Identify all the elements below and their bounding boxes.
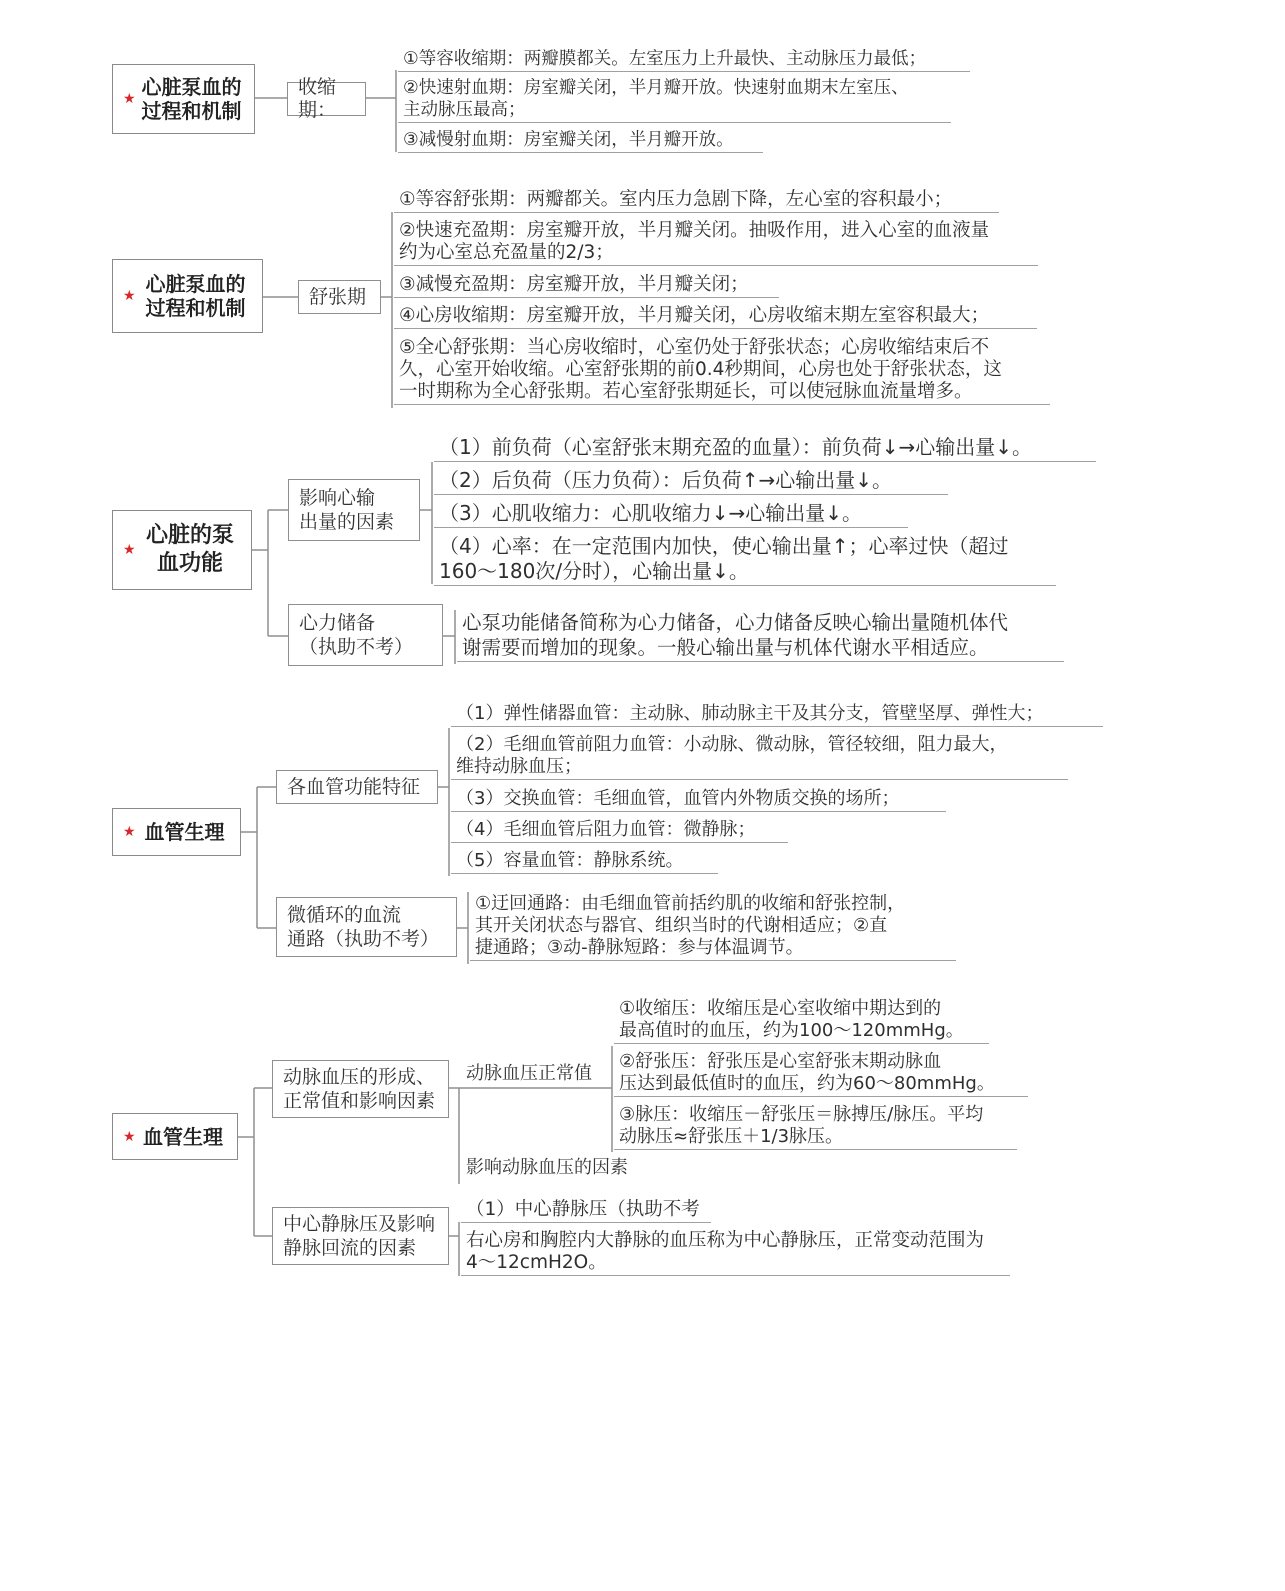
leaf-cardiac-reserve: 心泵功能储备简称为心力储备，心力储备反映心输出量随机体代 谢需要而增加的现象。一般心输出量与机体代谢水平相适应。 bbox=[457, 610, 1064, 662]
branch-central-venous-pressure: 中心静脉压及影响 静脉回流的因素 bbox=[272, 1207, 449, 1265]
leaf-capacitance-vessels: （5）容量血管：静脉系统。 bbox=[451, 850, 718, 874]
leaf-pulse-pressure: ③脉压：收缩压－舒张压＝脉搏压/脉压。平均 动脉压≈舒张压＋1/3脉压。 bbox=[614, 1104, 1017, 1150]
branch-arterial-pressure: 动脉血压的形成、 正常值和影响因素 bbox=[272, 1060, 449, 1118]
sub-branch-arterial-normal: 动脉血压正常值 bbox=[466, 1063, 592, 1084]
leaf-reduced-ejection: ③减慢射血期：房室瓣关闭，半月瓣开放。 bbox=[398, 129, 763, 153]
leaf-precapillary-resistance: （2）毛细血管前阻力血管：小动脉、微动脉，管径较细，阻力最大， 维持动脉血压； bbox=[451, 734, 1068, 780]
root-node-heart-pump-2: ★ 心脏泵血的 过程和机制 bbox=[112, 259, 263, 333]
sub-branch-arterial-factors: 影响动脉血压的因素 bbox=[466, 1157, 628, 1178]
leaf-rapid-filling: ②快速充盈期：房室瓣开放，半月瓣关闭。抽吸作用，进入心室的血液量 约为心室总充盈量的2/3； bbox=[394, 220, 1038, 266]
leaf-whole-diastole: ⑤全心舒张期：当心房收缩时，心室仍处于舒张状态；心房收缩结束后不 久，心室开始收缩。心室舒张期的前0.4秒期间，心房也处于舒张状态，这 一时期称为全心舒张期。若心室舒张期延长，可以使冠脉血流量增多。 bbox=[394, 337, 1050, 405]
root-node-heart-pump-1: ★ 心脏泵血的 过程和机制 bbox=[112, 64, 255, 134]
leaf-afterload: （2）后负荷（压力负荷）：后负荷↑→心输出量↓。 bbox=[434, 468, 948, 495]
leaf-postcapillary-resistance: （4）毛细血管后阻力血管：微静脉； bbox=[451, 819, 788, 843]
root-node-vascular-physiology-2: ★ 血管生理 bbox=[112, 1113, 238, 1160]
branch-diastole: 舒张期 bbox=[298, 280, 381, 314]
leaf-atrial-systole: ④心房收缩期：房室瓣开放，半月瓣关闭，心房收缩末期左室容积最大； bbox=[394, 305, 1037, 329]
leaf-reduced-filling: ③减慢充盈期：房室瓣开放，半月瓣关闭； bbox=[394, 274, 779, 298]
root-node-vascular-physiology-1: ★ 血管生理 bbox=[112, 808, 241, 856]
leaf-preload: （1）前负荷（心室舒张末期充盈的血量）：前负荷↓→心输出量↓。 bbox=[434, 435, 1096, 462]
leaf-microcirculation-pathways: ①迂回通路：由毛细血管前括约肌的收缩和舒张控制， 其开关闭状态与器官、组织当时的代谢相适应；②直 捷通路；③动-静脉短路：参与体温调节。 bbox=[470, 893, 956, 961]
star-icon: ★ bbox=[123, 288, 136, 304]
branch-vessel-features: 各血管功能特征 bbox=[276, 770, 438, 804]
leaf-rapid-ejection: ②快速射血期：房室瓣关闭，半月瓣开放。快速射血期末左室压、 主动脉压最高； bbox=[398, 77, 951, 123]
star-icon: ★ bbox=[123, 824, 136, 840]
star-icon: ★ bbox=[123, 1128, 136, 1145]
branch-systole: 收缩期： bbox=[287, 82, 366, 116]
star-icon: ★ bbox=[123, 91, 136, 107]
leaf-cvp-definition: 右心房和胸腔内大静脉的血压称为中心静脉压，正常变动范围为 4～12cmH2O。 bbox=[461, 1230, 1010, 1276]
branch-cardiac-output-factors: 影响心输 出量的因素 bbox=[288, 479, 420, 541]
leaf-diastolic-pressure: ②舒张压：舒张压是心室舒张末期动脉血 压达到最低值时的血压，约为60～80mmHg。 bbox=[614, 1051, 1028, 1097]
leaf-systolic-pressure: ①收缩压：收缩压是心室收缩中期达到的 最高值时的血压，约为100～120mmHg。 bbox=[614, 998, 989, 1044]
root-node-cardiac-function: ★ 心脏的泵 血功能 bbox=[112, 510, 252, 590]
leaf-elastic-vessels: （1）弹性储器血管：主动脉、肺动脉主干及其分支，管壁坚厚、弹性大； bbox=[451, 703, 1103, 727]
leaf-isovolumic-contraction: ①等容收缩期：两瓣膜都关。左室压力上升最快、主动脉压力最低； bbox=[398, 48, 970, 72]
leaf-cvp-title: （1）中心静脉压（执助不考 bbox=[461, 1199, 711, 1223]
branch-microcirculation: 微循环的血流 通路（执助不考） bbox=[276, 897, 457, 957]
leaf-isovolumic-relaxation: ①等容舒张期：两瓣都关。室内压力急剧下降，左心室的容积最小； bbox=[394, 189, 999, 213]
leaf-exchange-vessels: （3）交换血管：毛细血管，血管内外物质交换的场所； bbox=[451, 788, 946, 812]
leaf-heart-rate: （4）心率：在一定范围内加快，使心输出量↑；心率过快（超过 160～180次/分时），心输出量↓。 bbox=[434, 534, 1056, 586]
star-icon: ★ bbox=[123, 542, 136, 558]
leaf-contractility: （3）心肌收缩力：心肌收缩力↓→心输出量↓。 bbox=[434, 501, 908, 528]
branch-cardiac-reserve: 心力储备 （执助不考） bbox=[288, 604, 443, 666]
